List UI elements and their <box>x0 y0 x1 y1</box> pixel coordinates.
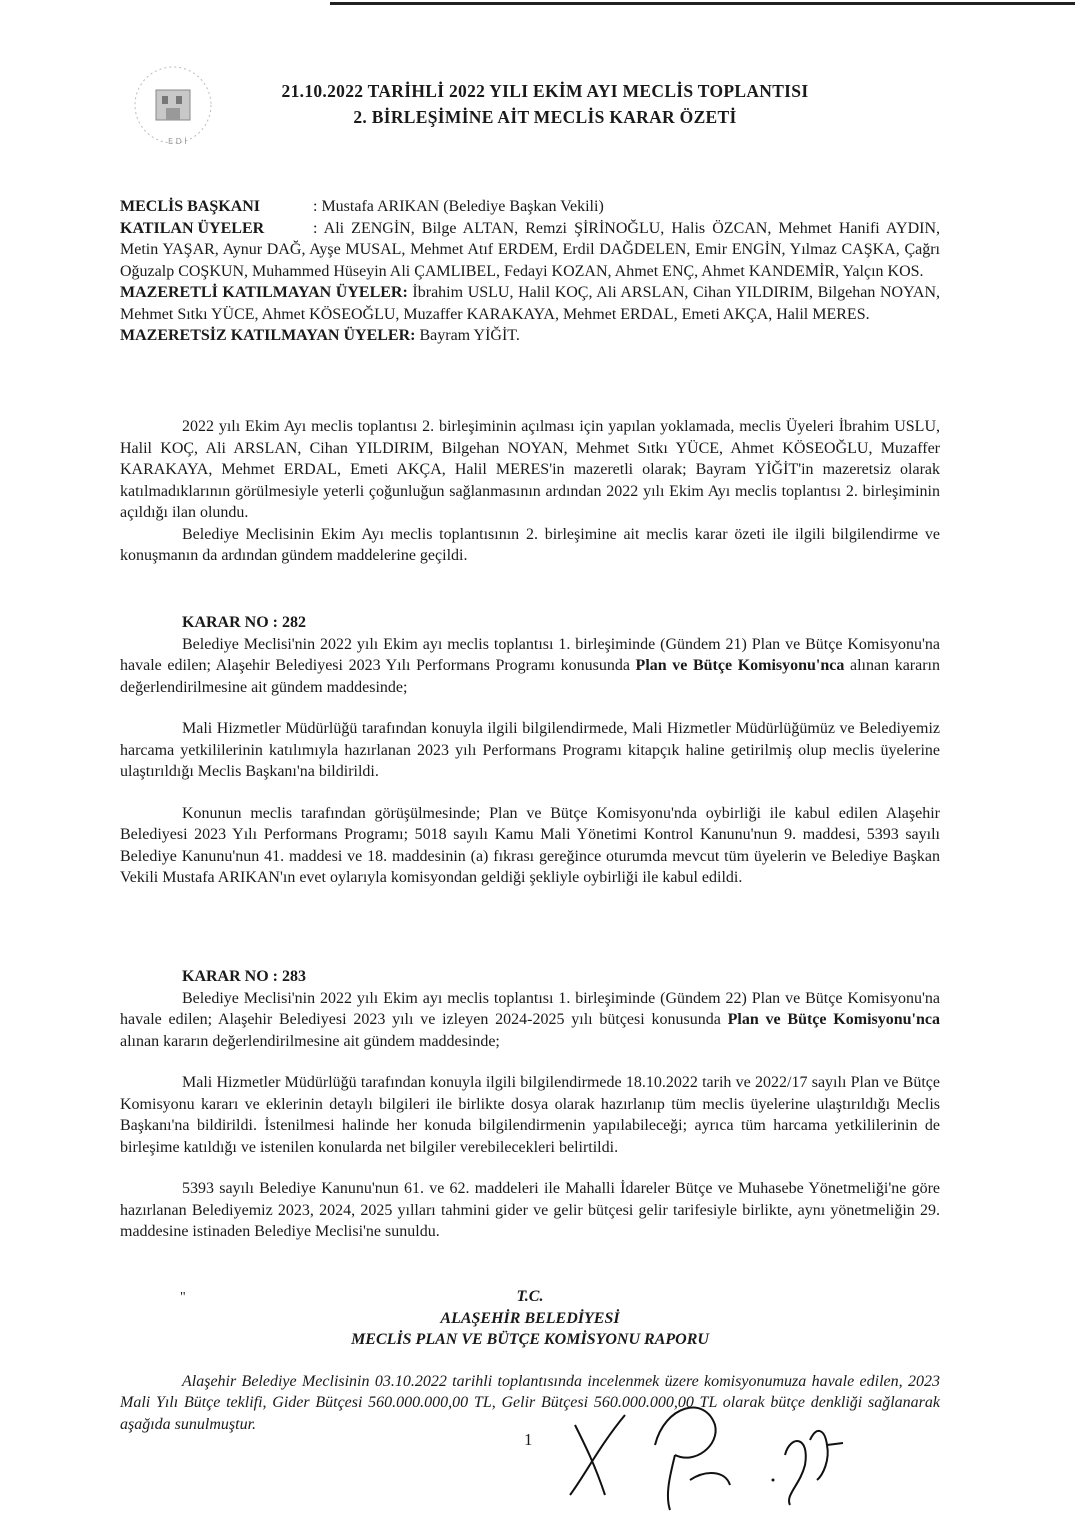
attendance-section <box>120 196 940 347</box>
unexcused-value: Bayram YİĞİT. <box>415 327 520 344</box>
report-heading-tc: T.C. <box>516 1288 544 1305</box>
decision-282-para-2: Mali Hizmetler Müdürlüğü tarafından konuyla ilgili bilgilendirmede, Mali Hizmetler Müdürlüğümüz ve Belediyemiz harcama yetkililerinin katılımıyla hazırlanan 2023 yılı Performans Programı kitapçık haline getirilmiş olup meclis üyelerine ulaştırıldığı Meclis Başkanı'na bildirildi. <box>120 720 940 780</box>
chair-label: MECLİS BAŞKANI <box>120 198 261 215</box>
document-title <box>230 78 860 130</box>
unexcused-label: MAZERETSİZ KATILMAYAN ÜYELER: <box>120 327 416 344</box>
decision-283-number: KARAR NO : 283 <box>182 968 306 985</box>
decision-283-para-3: 5393 sayılı Belediye Kanunu'nun 61. ve 62. maddeleri ile Mahalli İdareler Bütçe ve Muhasebe Yönetmeliği'ne göre hazırlanan Belediyemiz 2023, 2024, 2025 yılları tahmini gider ve gelir bütçesi gelir tarifesiyle birlikte, aynı yönetmeliğin 29. maddesine istinaden Belediye Meclisi'ne sunuldu. <box>120 1180 940 1240</box>
chair-row <box>120 196 940 218</box>
report-heading-municipality: ALAŞEHİR BELEDİYESİ <box>440 1309 620 1327</box>
decision-282-para-3: Konunun meclis tarafından görüşülmesinde; Plan ve Bütçe Komisyonu'nda oybirliği ile kabul edilen Alaşehir Belediyesi 2023 Yılı Performans Programı; 5018 sayılı Kamu Mali Yönetimi Kontrol Kanunu'nun 9. maddesi, 5393 sayılı Belediye Kanunu'nun 41. maddesi ve 18. maddesinin (a) fıkrası gereğince oturumda mevcut tüm üyelerin ve Belediye Başkan Vekili Mustafa ARIKAN'ın evet oylarıyla komisyondan geldiği şekliyle oybirliği ile kabul edildi. <box>120 804 940 886</box>
decision-282-section <box>120 612 940 889</box>
decision-283-para-2: Mali Hizmetler Müdürlüğü tarafından konuyla ilgili bilgilendirmede 18.10.2022 tarih ve 2022/17 sayılı Plan ve Bütçe Komisyonu kararı ve eklerinin detaylı bilgileri ile birlikte dosya olarak hazırlanıp tüm meclis üyelerine ulaştırıldığı Meclis Başkanı'na bildirildi. İstenilmesi halinde her konuda bilgilendirmenin yapılabileceği; ayrıca tüm harcama yetkililerinin de birleşime katıldığı ve istenilen konularda net bilgiler verebilecekleri belirtildi. <box>120 1074 940 1156</box>
excused-members-row <box>120 282 940 325</box>
report-heading-commission: MECLİS PLAN VE BÜTÇE KOMİSYONU RAPORU <box>351 1331 709 1348</box>
excused-value: İbrahim USLU, Halil KOÇ, Ali ARSLAN, Cihan YILDIRIM, Bilgehan NOYAN, Mehmet Sıtkı YÜCE, Ahmet KÖSEOĞLU, Muzaffer KARAKAYA, Mehmet ERDAL, Emeti AKÇA, Halil MERES. <box>120 284 941 323</box>
decision-282-number: KARAR NO : 282 <box>182 614 306 631</box>
present-value: : Ali ZENGİN, Bilge ALTAN, Remzi ŞİRİNOĞLU, Halis ÖZCAN, Mehmet Hanifi AYDIN, Metin YAŞAR, Aynur DAĞ, Ayşe MUSAL, Mehmet Atıf ERDEM, Erdil DAĞDELEN, Emir ENGİN, Yılmaz CAŞKA, Çağrı Oğuzalp COŞKUN, Muhammed Hüseyin Ali ÇAMLIBEL, Fedayi KOZAN, Ahmet ENÇ, Ahmet KANDEMİR, Yalçın KOS. <box>120 219 940 280</box>
chair-value: : Mustafa ARIKAN (Belediye Başkan Vekili) <box>313 198 604 215</box>
intro-paragraph-1: 2022 yılı Ekim Ayı meclis toplantısı 2. birleşiminin açılması için yapılan yoklamada, meclis Üyeleri İbrahim USLU, Halil KOÇ, Ali ARSLAN, Cihan YILDIRIM, Bilgehan NOYAN, Mehmet Sıtkı YÜCE, Ahmet KÖSEOĞLU, Muzaffer KARAKAYA, Mehmet ERDAL, Emeti AKÇA, Halil MERES'in mazeretli olarak; Bayram YİĞİT'in mazeretsiz olarak katılmadıklarının görülmesiyle yeterli çoğunluğun sağlanmasının ardından 2022 yılı Ekim Ayı meclis toplantısı 2. birleşiminin açıldığı ilan olundu. <box>120 418 940 521</box>
quote-mark: " <box>180 1290 186 1305</box>
report-body: Alaşehir Belediye Meclisinin 03.10.2022 tarihli toplantısında incelenmek üzere komisyonumuza havale edilen, 2023 Mali Yılı Bütçe teklifi, Gider Bütçesi 560.000.000,00 TL, Gelir Bütçesi 560.000.000,00 TL olarak bütçe denkliği sağlanarak aşağıda sunulmuştur. <box>120 1372 940 1433</box>
title-line-2: 2. BİRLEŞİMİNE AİT MECLİS KARAR ÖZETİ <box>353 107 737 127</box>
handwritten-signatures <box>555 1385 855 1515</box>
decision-283-para-1: Belediye Meclisi'nin 2022 yılı Ekim ayı meclis toplantısı 1. birleşiminde (Gündem 22) Plan ve Bütçe Komisyonu'na havale edilen; Alaşehir Belediyesi 2023 yılı ve izleyen 2024-2025 yılı bütçesi konusunda Plan ve Bütçe Komisyonu'nca alınan kararın değerlendirilmesine ait gündem maddesinde; <box>120 989 940 1050</box>
intro-section <box>120 416 940 567</box>
top-border-line <box>330 2 1075 5</box>
decision-283-section <box>120 966 940 1243</box>
decision-282-para-1: Belediye Meclisi'nin 2022 yılı Ekim ayı meclis toplantısı 1. birleşiminde (Gündem 21) Plan ve Bütçe Komisyonu'na havale edilen; Alaşehir Belediyesi 2023 Yılı Performans Programı konusunda Plan ve Bütçe Komisyonu'nca alınan kararın değerlendirilmesine ait gündem maddesinde; <box>120 635 941 696</box>
present-members-row <box>120 218 940 283</box>
present-label: KATILAN ÜYELER <box>120 219 265 237</box>
page-number: 1 <box>524 1430 533 1449</box>
title-line-1: 21.10.2022 TARİHLİ 2022 YILI EKİM AYI MECLİS TOPLANTISI <box>281 81 809 101</box>
svg-text:E D İ: E D İ <box>168 137 187 146</box>
intro-paragraph-2: Belediye Meclisinin Ekim Ayı meclis toplantısının 2. birleşimine ait meclis karar özeti ile ilgili bilgilendirme ve konuşmanın da ardından gündem maddelerine geçildi. <box>120 525 940 564</box>
municipality-seal-logo <box>118 60 228 150</box>
excused-label: MAZERETLİ KATILMAYAN ÜYELER: <box>120 284 408 301</box>
unexcused-members-row <box>120 325 940 347</box>
